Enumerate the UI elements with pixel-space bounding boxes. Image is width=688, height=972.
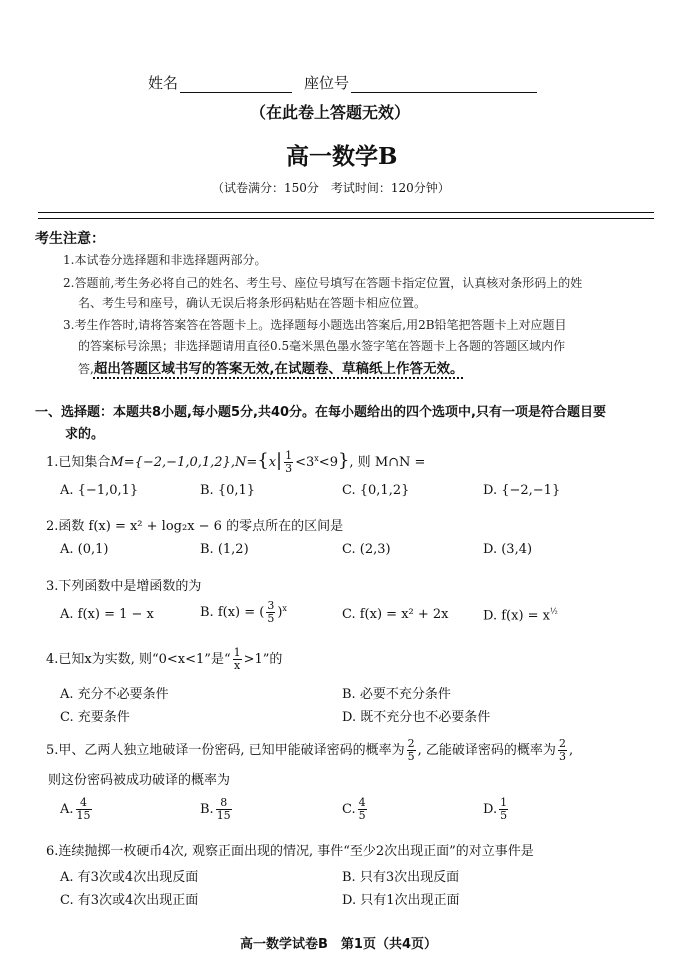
- q5-stem-b: , 乙能破译密码的概率为: [417, 743, 556, 759]
- seat-field: [304, 72, 537, 93]
- q2-option-a[interactable]: A. (0,1): [60, 542, 109, 557]
- page-footer: 高一数学试卷B 第1页（共4页）: [240, 937, 437, 952]
- name-field: [148, 72, 292, 93]
- q3-optd-exp: ½: [550, 607, 558, 616]
- notice-item-3-cont: 的答案标号涂黑；非选择题请用直径0.5毫米黑色墨水签字笔在答题卡上各题的答题区域内作: [78, 339, 566, 353]
- q1-stem-a: 1.已知集合: [46, 455, 111, 471]
- q6-option-b[interactable]: B. 只有3次出现反面: [342, 870, 460, 885]
- q1-fraction: [284, 450, 293, 475]
- q6-option-d[interactable]: D. 只有1次出现正面: [342, 893, 460, 908]
- q6-option-c[interactable]: C. 有3次或4次出现正面: [60, 893, 199, 908]
- q3-optb-post: ): [277, 605, 283, 621]
- q3-option-d[interactable]: [483, 607, 558, 623]
- q5-option-a[interactable]: [60, 797, 94, 822]
- q4-stem-a: 4.已知x为实数, 则“0<x<1”是“: [46, 652, 231, 668]
- q5-f1-num: 2: [407, 737, 415, 750]
- q2-option-c[interactable]: C. (2,3): [342, 542, 391, 557]
- q4-stem-b: >1”的: [243, 652, 283, 668]
- q5-fraction-1: [407, 738, 416, 763]
- name-blank: [180, 76, 292, 93]
- notice-item-2: 2.答题前,考生务必将自己的姓名、考生号、座位号填写在答题卡指定位置，认真核对条形码上的姓: [63, 276, 583, 290]
- q5-option-b[interactable]: [200, 797, 234, 822]
- notice-item-1: 1.本试卷分选择题和非选择题两部分。: [63, 253, 267, 267]
- q5-opta-den: 15: [76, 809, 91, 823]
- q3-optb-den: 5: [267, 612, 275, 626]
- q1-exponent: x: [314, 453, 319, 463]
- name-label: 姓名: [148, 74, 179, 92]
- q4-option-a[interactable]: A. 充分不必要条件: [60, 687, 169, 702]
- q1-stem-d: <3: [295, 455, 315, 471]
- divider-line: [38, 212, 654, 219]
- q5-f2-num: 2: [558, 737, 566, 750]
- question-1: 1.已知集合M={−2,−1,0,1,2},N={x| $\frac{1}{3}$ $<3^x<9$}, 则 M∩N =: [46, 449, 426, 476]
- q3-optb-fraction: [266, 600, 275, 625]
- q5-stem-c: ,: [568, 743, 574, 759]
- q1-option-c[interactable]: C. {0,1,2}: [342, 483, 410, 498]
- question-5: [46, 738, 573, 763]
- q5-optb-fraction: [216, 797, 232, 822]
- question-6: 6.连续抛掷一枚硬币4次, 观察正面出现的情况, 事件“至少2次出现正面”的对立事件是: [46, 844, 534, 859]
- question-2: 2.函数 f(x) = x² + log₂x − 6 的零点所在的区间是: [46, 519, 344, 534]
- q1-stem-c: x: [268, 455, 277, 471]
- q3-option-b[interactable]: [200, 600, 287, 625]
- q6-option-a[interactable]: A. 有3次或4次出现反面: [60, 870, 199, 885]
- q4-frac-num: 1: [233, 646, 241, 659]
- q3-optd-pre: D. f(x) = x: [483, 608, 550, 624]
- q5-f1-den: 5: [407, 750, 415, 764]
- q1-stem-e: <9: [318, 455, 338, 471]
- q5-opta-num: 4: [76, 797, 92, 810]
- q5-optc-fraction: [358, 797, 367, 822]
- q4-fraction: [233, 647, 242, 672]
- section-title: 一、选择题：本题共8小题,每小题5分,共40分。在每小题给出的四个选项中,只有一项是符合题目要: [35, 405, 606, 420]
- seat-blank: [351, 76, 537, 93]
- q1-stem-f: , 则 M∩N =: [349, 455, 426, 471]
- q5-optb-label: B.: [200, 802, 214, 818]
- q1-option-d[interactable]: D. {−2,−1}: [483, 483, 561, 498]
- notice-heading: 考生注意：: [35, 231, 105, 247]
- exam-info: （试卷满分：150分 考试时间：120分钟）: [212, 181, 450, 195]
- q4-frac-den: x: [234, 659, 241, 673]
- q5-opta-fraction: [76, 797, 92, 822]
- q3-optb-num: 3: [267, 599, 275, 612]
- page-title: 高一数学B: [286, 143, 398, 170]
- question-4: [46, 647, 282, 672]
- invalid-note: （在此卷上答题无效）: [250, 103, 411, 122]
- notice-item-3-end: [78, 357, 463, 377]
- section-title-cont: 求的。: [65, 427, 105, 442]
- q3-option-a[interactable]: A. f(x) = 1 − x: [60, 607, 154, 622]
- q4-option-c[interactable]: C. 充要条件: [60, 710, 130, 725]
- question-3: 3.下列函数中是增函数的为: [46, 579, 202, 594]
- q3-optb-pre: B. f(x) = (: [200, 605, 265, 621]
- notice-item-3: 3.考生作答时,请将答案答在答题卡上。选择题每小题选出答案后,用2B铅笔把答题卡上对应题目: [63, 318, 567, 332]
- q4-option-b[interactable]: B. 必要不充分条件: [342, 687, 451, 702]
- q5-option-d[interactable]: [483, 797, 510, 822]
- q3-optb-exp: x: [282, 603, 287, 613]
- q5-optd-den: 5: [500, 809, 508, 823]
- q1-stem-b: M={−2,−1,0,1,2},N=: [110, 455, 258, 471]
- q5-optd-fraction: [499, 797, 508, 822]
- notice-emphasis: 超出答题区域书写的答案无效,在试题卷、草稿纸上作答无效。: [93, 361, 464, 377]
- q3-option-c[interactable]: C. f(x) = x² + 2x: [342, 607, 449, 622]
- q5-optc-den: 5: [358, 809, 366, 823]
- notice-item-3-prefix: 答,: [78, 362, 94, 376]
- q5-optb-num: 8: [216, 797, 232, 810]
- q5-optb-den: 15: [216, 809, 231, 823]
- notice-item-2-cont: 名、考生号和座号，确认无误后将条形码粘贴在答题卡相应位置。: [78, 296, 427, 310]
- q5-opta-label: A.: [60, 802, 74, 818]
- q1-frac-num: 1: [285, 449, 293, 462]
- question-5-line2: 则这份密码被成功破译的概率为: [48, 773, 231, 788]
- q2-option-d[interactable]: D. (3,4): [483, 542, 533, 557]
- q5-optd-num: 1: [500, 796, 508, 809]
- q5-optd-label: D.: [483, 802, 498, 818]
- q1-option-a[interactable]: A. {−1,0,1}: [60, 483, 139, 498]
- seat-label: 座位号: [304, 74, 350, 92]
- q5-stem-a: 5.甲、乙两人独立地破译一份密码, 已知甲能破译密码的概率为: [46, 743, 405, 759]
- q5-option-c[interactable]: [342, 797, 369, 822]
- q1-frac-den: 3: [285, 462, 293, 476]
- q1-option-b[interactable]: B. {0,1}: [200, 483, 256, 498]
- q2-option-b[interactable]: B. (1,2): [200, 542, 249, 557]
- q5-optc-num: 4: [358, 796, 366, 809]
- q5-fraction-2: [558, 738, 567, 763]
- q4-option-d[interactable]: D. 既不充分也不必要条件: [342, 710, 491, 725]
- q5-f2-den: 3: [558, 750, 566, 764]
- q5-optc-label: C.: [342, 802, 356, 818]
